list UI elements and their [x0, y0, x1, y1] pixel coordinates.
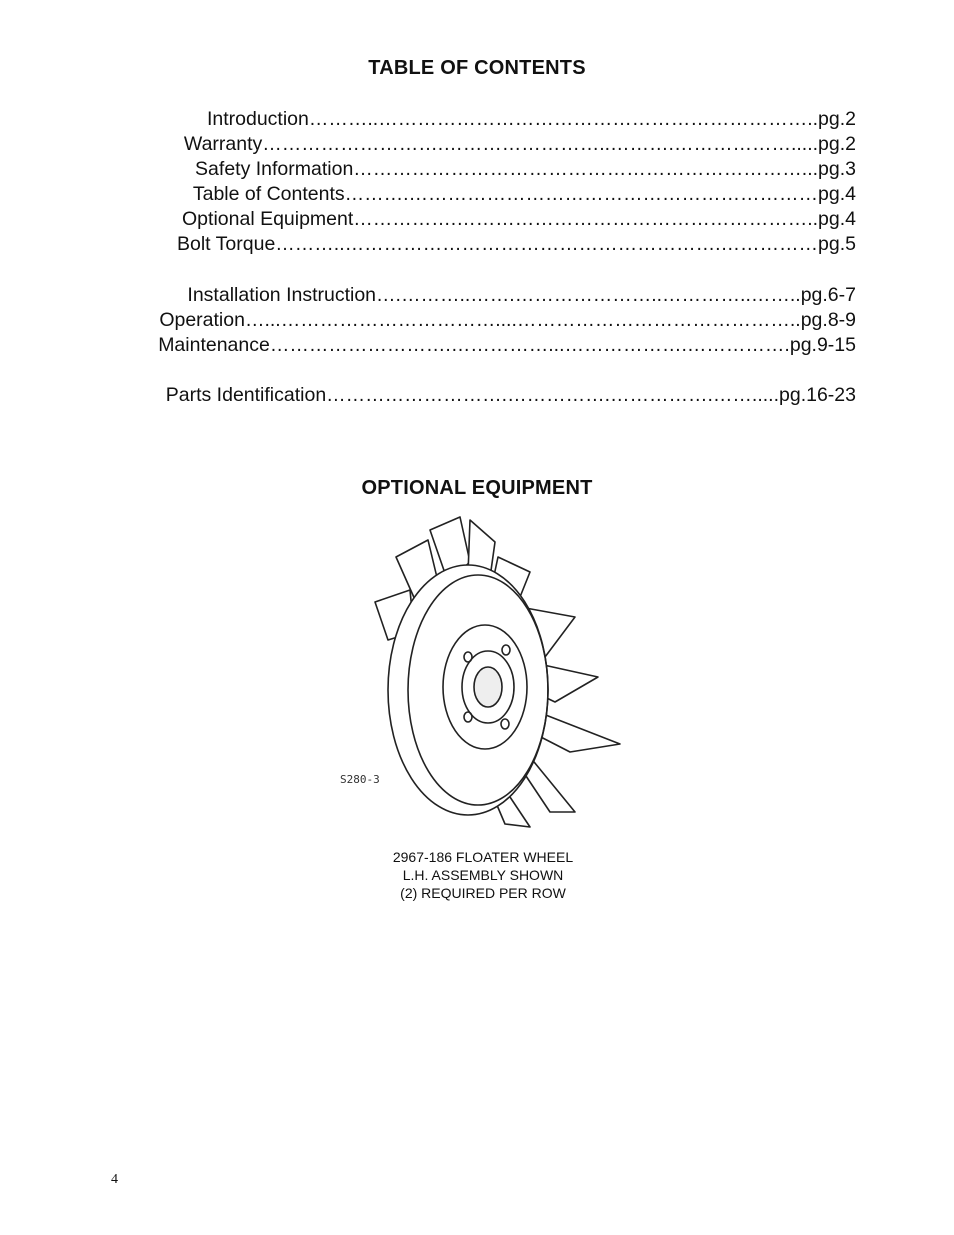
- floater-wheel-illustration: [370, 512, 630, 832]
- caption-quantity: (2) REQUIRED PER ROW: [400, 885, 566, 901]
- caption-part-number: 2967-186 FLOATER WHEEL: [392, 849, 574, 865]
- toc-entry-operation: Operation…...……………………………....……………………………………..pg.8-9: [159, 309, 856, 331]
- toc-entry-maintenance: Maintenance……………………….……………...……………….…………….pg.9-15: [158, 334, 856, 356]
- toc-entry-introduction: Introduction………..…………………………………………………………..pg.2: [206, 108, 856, 130]
- page-number: 4: [111, 1172, 118, 1187]
- caption-assembly: L.H. ASSEMBLY SHOWN: [402, 867, 564, 883]
- toc-entry-warranty: Warranty……………………….……………………..……….……………….....pg.2: [183, 133, 856, 155]
- toc-entry-bolt-torque: Bolt Torque………..………………………………………………….……………pg.5: [177, 233, 856, 255]
- toc-entry-installation-instruction: Installation Instruction….………..…….…………………..…………..……..pg.6-7: [187, 284, 856, 306]
- toc-entry-safety-information: Safety Information……………………………………………………………...pg.3: [195, 158, 856, 180]
- figure-label: S280-3: [340, 773, 380, 786]
- toc-entry-table-of-contents: Table of Contents……….………………………………………………………pg.4: [192, 183, 856, 205]
- optional-equipment-heading: OPTIONAL EQUIPMENT: [361, 477, 593, 499]
- toc-entry-optional-equipment: Optional Equipment…………….………………………………………………..pg.4: [182, 208, 856, 230]
- toc-entry-parts-identification: Parts Identification……………………….…………….…………….…….....pg.16-23: [165, 384, 856, 406]
- toc-heading: TABLE OF CONTENTS: [368, 57, 586, 79]
